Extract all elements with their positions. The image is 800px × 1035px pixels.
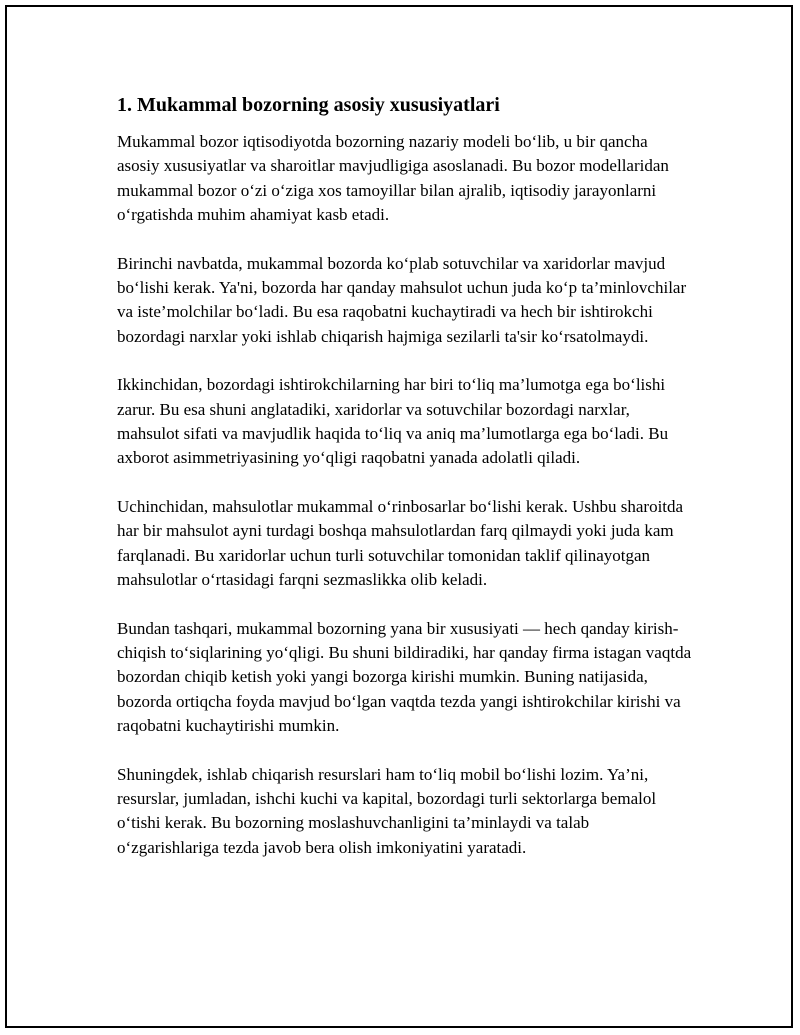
section-heading: 1. Mukammal bozorning asosiy xususiyatlari: [117, 94, 500, 116]
paragraph-fourth: Bundan tashqari, mukammal bozorning yana bir xususiyati — hech qanday kirish-chiqish to‘siqlarining yo‘qligi. Bu shuni bildiradiki, har qanday firma istagan vaqtda bozordan chiqib ketish yoki yangi bozorga kirishi mumkin. Buning natijasida, bozorda ortiqcha foyda mavjud bo‘lgan vaqtda tezda yangi ishtirokchilar kirishi va raqobatni kuchaytirishi mumkin.: [117, 618, 692, 736]
paragraph-second: Ikkinchidan, bozordagi ishtirokchilarning har biri to‘liq ma’lumotga ega bo‘lishi zarur. Bu esa shuni anglatadiki, xaridorlar va sotuvchilar bozordagi narxlar, mahsulot sifati va mavjudlik haqida to‘liq va aniq ma’lumotlarga ega bo‘ladi. Bu axborot asimmetriyasining yo‘qligi raqobatni yanada adolatli qiladi.: [117, 375, 669, 468]
paragraph-first: Birinchi navbatda, mukammal bozorda ko‘plab sotuvchilar va xaridorlar mavjud bo‘lishi kerak. Ya'ni, bozorda har qanday mahsulot uchun juda ko‘p ta’minlovchilar va iste’molchilar bo‘ladi. Bu esa raqobatni kuchaytiradi va hech bir ishtirokchi bozordagi narxlar yoki ishlab chiqarish hajmiga sezilarli ta'sir ko‘rsatolmaydi.: [117, 253, 687, 346]
paragraph-fifth: Shuningdek, ishlab chiqarish resurslari ham to‘liq mobil bo‘lishi lozim. Ya’ni, resurslar, jumladan, ishchi kuchi va kapital, bozordagi turli sektorlarga bemalol o‘tishi kerak. Bu bozorning moslashuvchanligini ta’minlaydi va talab o‘zgarishlariga tezda javob bera olish imkoniyatini yaratadi.: [117, 764, 657, 857]
paragraph-intro: Mukammal bozor iqtisodiyotda bozorning nazariy modeli bo‘lib, u bir qancha asosiy xususiyatlar va sharoitlar mavjudligiga asoslanadi. Bu bozor modellaridan mukammal bozor o‘zi o‘ziga xos tamoyillar bilan ajralib, iqtisodiy jarayonlarni o‘rgatishda muhim ahamiyat kasb etadi.: [117, 132, 669, 225]
paragraph-third: Uchinchidan, mahsulotlar mukammal o‘rinbosarlar bo‘lishi kerak. Ushbu sharoitda har bir mahsulot ayni turdagi boshqa mahsulotlardan farq qilmaydi yoki juda kam farqlanadi. Bu xaridorlar uchun turli sotuvchilar tomonidan taklif qilinayotgan mahsulotlar o‘rtasidagi farqni sezmaslikka olib keladi.: [117, 496, 684, 590]
document-body: [117, 92, 692, 884]
